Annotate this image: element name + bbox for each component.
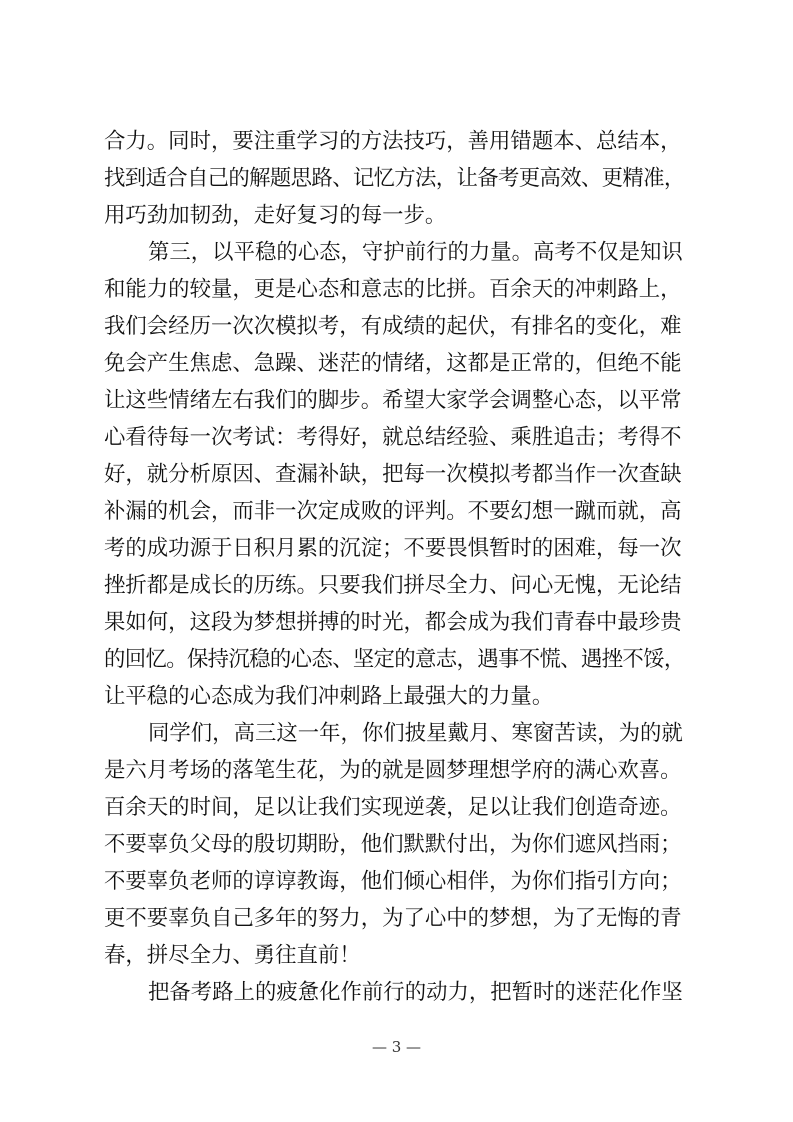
text-line: 让平稳的心态成为我们冲刺路上最强大的力量。 — [104, 684, 554, 709]
page-number: — 3 — — [371, 1038, 422, 1056]
text-line: 更不要辜负自己多年的努力，为了心中的梦想，为了无悔的青 — [104, 906, 682, 931]
text-line: 补漏的机会，而非一次定成败的评判。不要幻想一蹴而就，高 — [104, 499, 682, 524]
text-line: 用巧劲加韧劲，走好复习的每一步。 — [104, 203, 447, 228]
text-line: 挫折都是成长的历练。只要我们拼尽全力、问心无愧，无论结 — [104, 573, 682, 598]
text-line: 百余天的时间，足以让我们实现逆袭，足以让我们创造奇迹。 — [104, 795, 682, 820]
text-line: 是六月考场的落笔生花，为的就是圆梦理想学府的满心欢喜。 — [104, 758, 682, 783]
text-line: 和能力的较量，更是心态和意志的比拼。百余天的冲刺路上， — [104, 277, 682, 302]
text-line: 我们会经历一次次模拟考，有成绩的起伏，有排名的变化，难 — [104, 314, 682, 339]
text-line: 好，就分析原因、查漏补缺，把每一次模拟考都当作一次查缺 — [104, 462, 682, 487]
text-line: 果如何，这段为梦想拼搏的时光，都会成为我们青春中最珍贵 — [104, 610, 682, 635]
paragraph-first-line: 把备考路上的疲惫化作前行的动力，把暂时的迷茫化作坚 — [148, 980, 683, 1005]
text-line: 找到适合自己的解题思路、记忆方法，让备考更高效、更精准， — [104, 166, 685, 191]
paragraph-first-line: 第三，以平稳的心态，守护前行的力量。高考不仅是知识 — [148, 240, 683, 265]
text-line: 心看待每一次考试：考得好，就总结经验、乘胜追击；考得不 — [104, 425, 682, 450]
text-line: 让这些情绪左右我们的脚步。希望大家学会调整心态，以平常 — [104, 388, 682, 413]
text-line: 不要辜负父母的殷切期盼，他们默默付出，为你们遮风挡雨； — [104, 832, 682, 857]
text-line: 不要辜负老师的谆谆教诲，他们倾心相伴，为你们指引方向； — [104, 869, 682, 894]
text-line: 春，拼尽全力、勇往直前！ — [104, 943, 361, 968]
paragraph-first-line: 同学们，高三这一年，你们披星戴月、寒窗苦读，为的就 — [148, 721, 683, 746]
text-line: 考的成功源于日积月累的沉淀；不要畏惧暂时的困难，每一次 — [104, 536, 682, 561]
text-line: 的回忆。保持沉稳的心态、坚定的意志，遇事不慌、遇挫不馁， — [104, 647, 685, 672]
text-line: 合力。同时，要注重学习的方法技巧，善用错题本、总结本， — [104, 129, 682, 154]
text-line: 免会产生焦虑、急躁、迷茫的情绪，这都是正常的，但绝不能 — [104, 351, 682, 376]
